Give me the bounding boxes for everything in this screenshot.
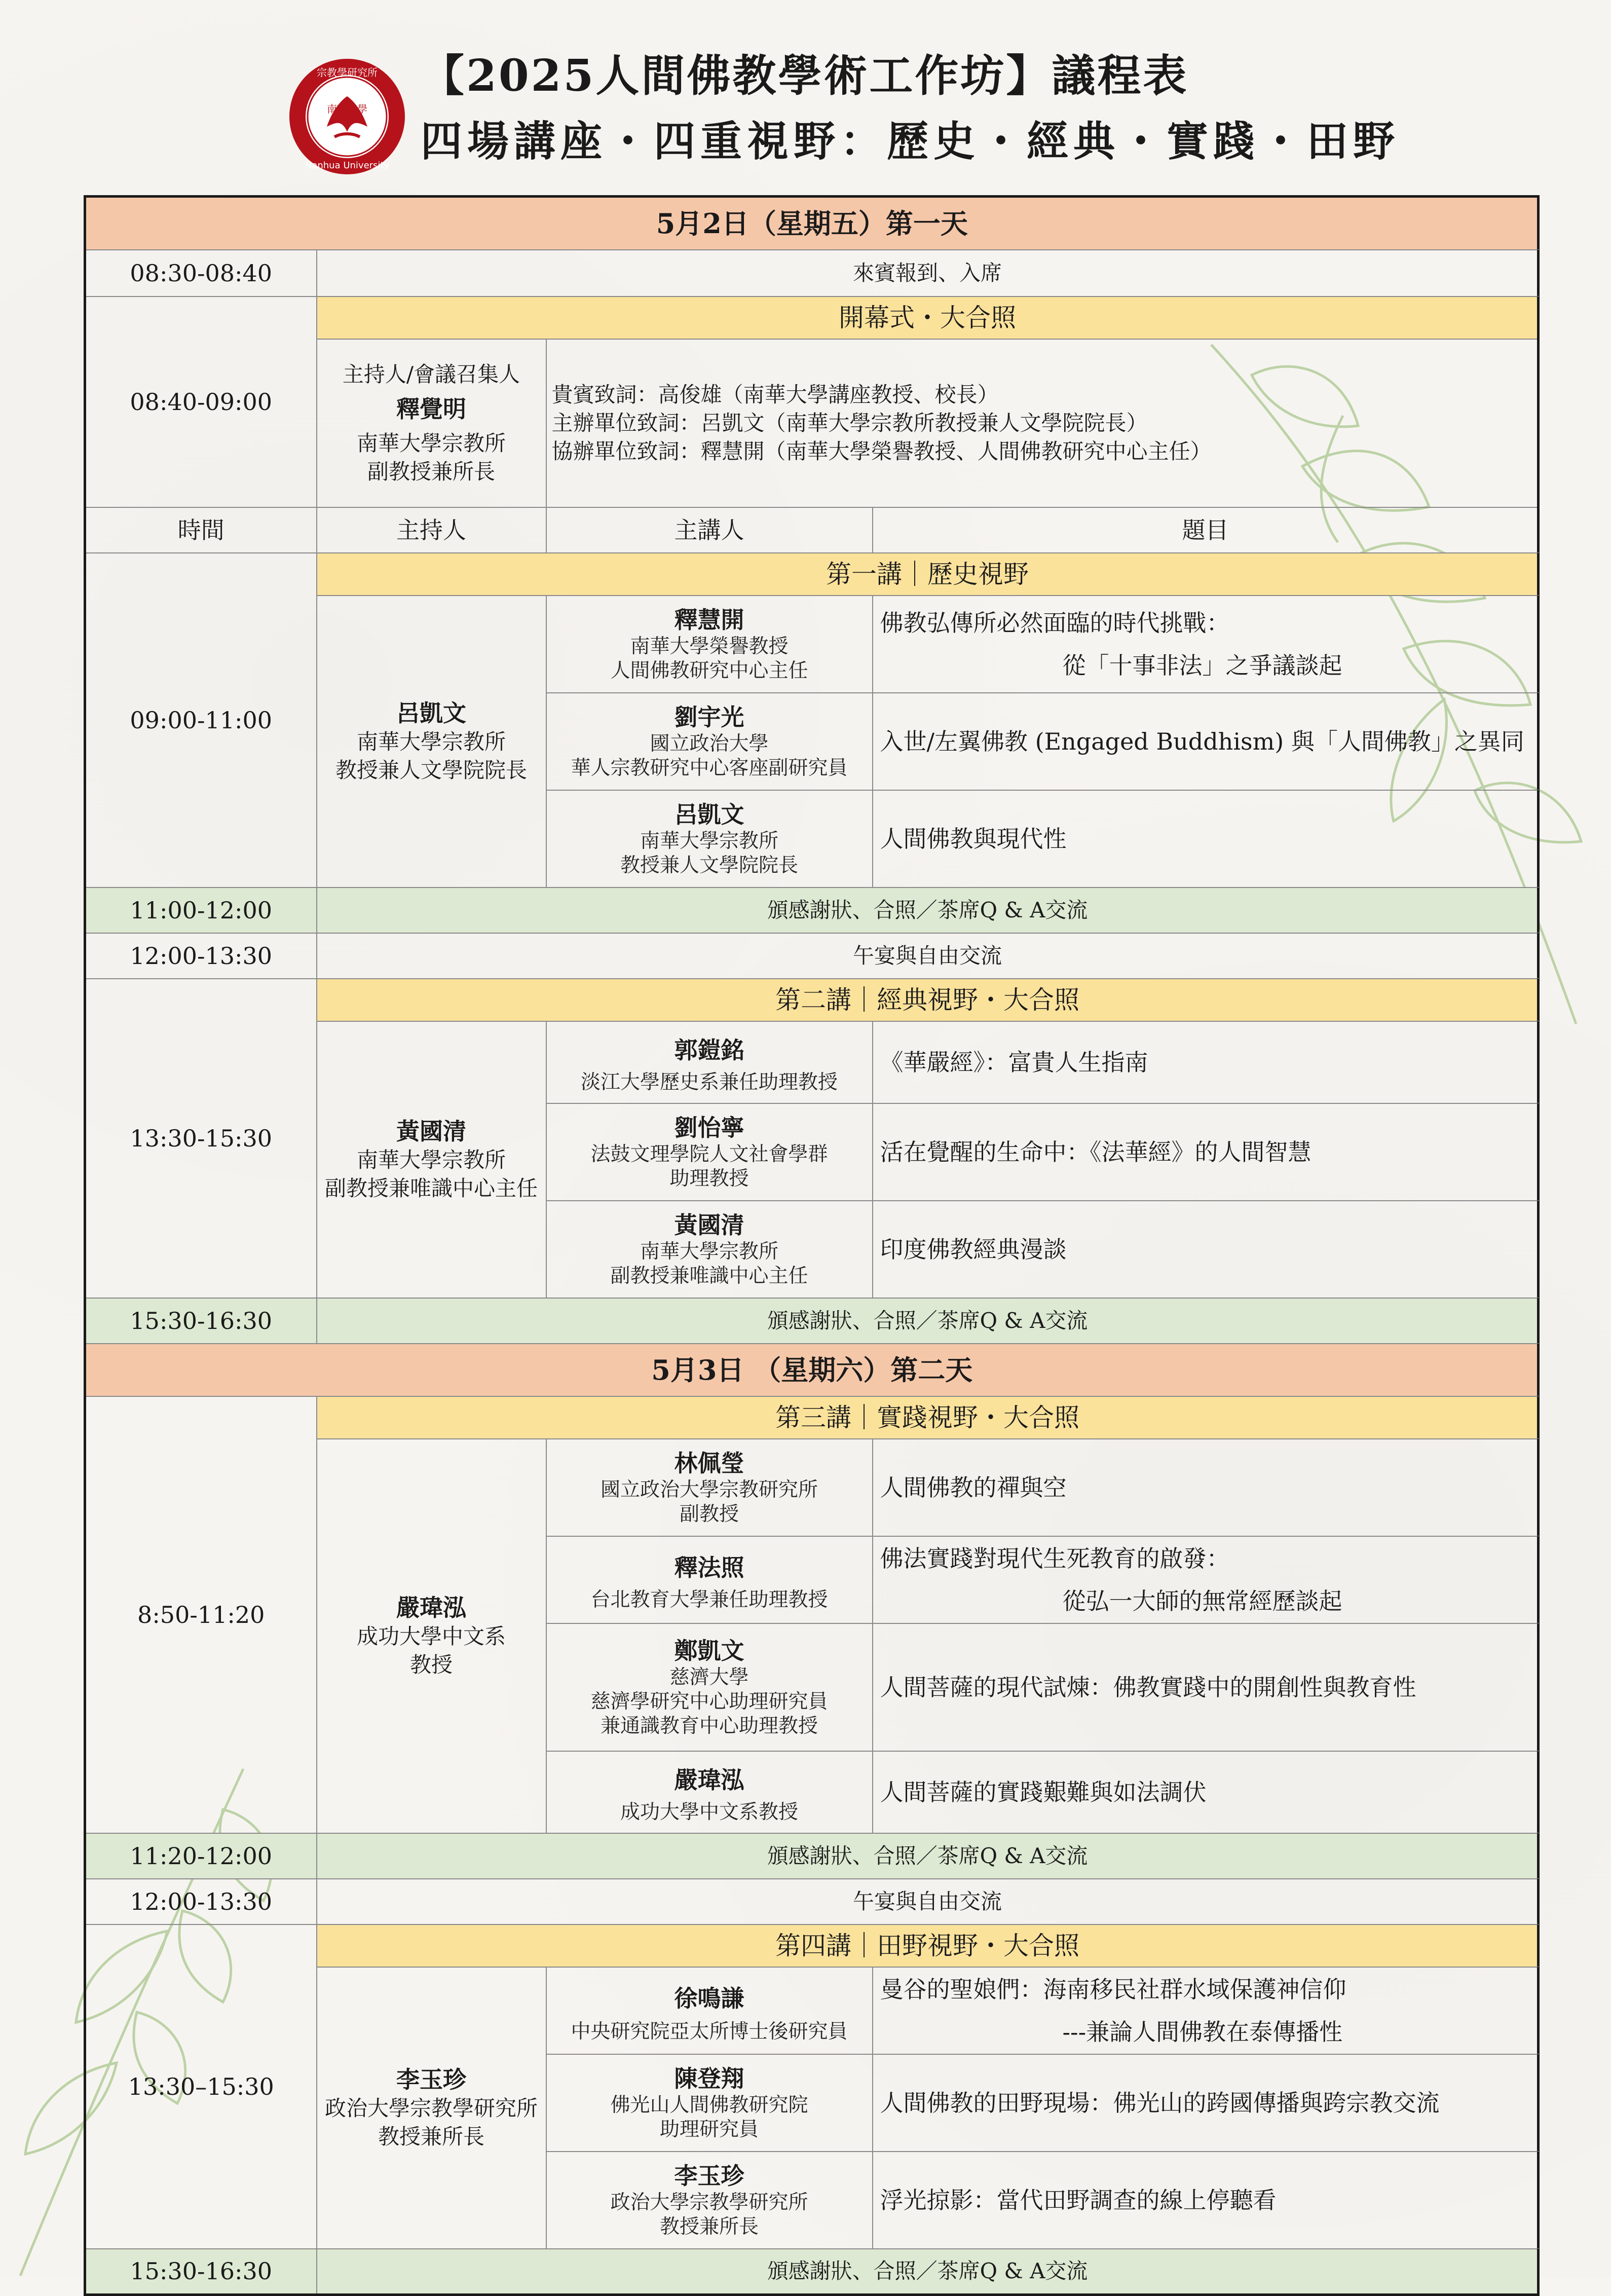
col-topic-header: 題目 [873, 507, 1539, 553]
column-header-row [85, 507, 1539, 553]
session3-host-name: 嚴瑋泓 [396, 1594, 466, 1621]
session2-host-aff1: 南華大學宗教所 [356, 1147, 506, 1172]
checkin-text: 來賓報到、入席 [317, 250, 1539, 297]
s2-speaker-3 [546, 1201, 873, 1298]
break4-time: 15:30-16:30 [85, 2249, 317, 2294]
s3-speaker-4 [546, 1751, 873, 1833]
speaker-name: 鄭凱文 [674, 1637, 744, 1664]
s3-topic-2 [873, 1536, 1539, 1623]
speaker-aff: 法鼓文理學院人文社會學群 [590, 1143, 828, 1166]
session4-title-row [85, 1924, 1539, 1967]
s3-speaker-2 [546, 1536, 873, 1623]
topic-line-2: 從「十事非法」之爭議談起 [1062, 652, 1342, 679]
s3-speaker-1 [546, 1439, 873, 1536]
s4-topic-1 [873, 1967, 1539, 2054]
break4-row [85, 2249, 1539, 2294]
break2-time: 15:30-16:30 [85, 1298, 317, 1344]
session3-title: 第三講｜實踐視野・大合照 [317, 1396, 1539, 1439]
lunch1-time: 12:00-13:30 [85, 933, 317, 979]
session2-title-row [85, 979, 1539, 1021]
speaker-aff: 人間佛教研究中心主任 [610, 659, 808, 682]
speaker-name: 林佩瑩 [674, 1450, 744, 1477]
lunch1-row [85, 933, 1539, 979]
logo-ring-bottom-text: Nanhua University [305, 160, 390, 171]
speaker-name: 徐鳴謙 [674, 1985, 744, 2012]
session1-title: 第一講｜歷史視野 [317, 553, 1539, 596]
topic-line: 佛法實踐對現代生死教育的啟發： [880, 1545, 1230, 1572]
s4-topic-2: 人間佛教的田野現場：佛光山的跨國傳播與跨宗教交流 [873, 2054, 1539, 2152]
session3-host [317, 1439, 546, 1833]
session2-time: 13:30-15:30 [85, 979, 317, 1298]
session2-host-name: 黃國清 [396, 1118, 466, 1145]
speaker-aff: 成功大學中文系教授 [620, 1801, 798, 1824]
s3-topic-1: 人間佛教的禪與空 [873, 1439, 1539, 1536]
day2-header-row [85, 1344, 1539, 1396]
break2-text: 頒感謝狀、合照／茶席Q & A交流 [317, 1298, 1539, 1344]
speaker-aff: 政治大學宗教學研究所 [610, 2191, 808, 2214]
session1-time: 09:00-11:00 [85, 553, 317, 887]
speaker-aff: 佛光山人間佛教研究院 [610, 2094, 808, 2117]
speaker-aff: 副教授 [679, 1503, 739, 1526]
session4-host-aff1: 政治大學宗教學研究所 [324, 2096, 538, 2121]
speaker-aff: 華人宗教研究中心客座副研究員 [571, 757, 848, 780]
page-header [421, 46, 1586, 174]
session4-host-name: 李玉珍 [396, 2066, 466, 2093]
session1-host-aff2: 教授兼人文學院院長 [335, 758, 527, 783]
checkin-row [85, 250, 1539, 297]
break3-row [85, 1833, 1539, 1879]
s1-speaker-3 [546, 790, 873, 887]
opening-host-aff2: 副教授兼所長 [367, 459, 495, 484]
session1-title-row [85, 553, 1539, 596]
opening-speech-3: 協辦單位致詞：釋慧開（南華大學榮譽教授、人間佛教研究中心主任） [551, 439, 1212, 464]
speaker-name: 嚴瑋泓 [674, 1766, 744, 1794]
s3-speaker-3 [546, 1623, 873, 1751]
page-subtitle: 四場講座・四重視野：歷史・經典・實踐・田野 [421, 117, 1400, 166]
s1-topic-1 [873, 596, 1539, 693]
speaker-aff: 南華大學榮譽教授 [630, 635, 789, 658]
col-host-header: 主持人 [317, 507, 546, 553]
opening-host-aff1: 南華大學宗教所 [356, 431, 506, 456]
day2-label: 5月3日 （星期六）第二天 [85, 1344, 1539, 1396]
page-title: 【2025人間佛教學術工作坊】議程表 [421, 50, 1189, 101]
s2-speaker-1 [546, 1021, 873, 1103]
speaker-aff: 台北教育大學兼任助理教授 [590, 1588, 828, 1611]
speaker-aff: 慈濟大學 [669, 1666, 749, 1689]
col-speaker-header: 主講人 [546, 507, 873, 553]
speaker-aff: 教授兼所長 [659, 2215, 759, 2238]
topic-line-2: 從弘一大師的無常經歷談起 [1062, 1587, 1342, 1615]
session4-host-aff2: 教授兼所長 [378, 2124, 484, 2149]
checkin-time: 08:30-08:40 [85, 250, 317, 297]
s3-topic-4: 人間菩薩的實踐艱難與如法調伏 [873, 1751, 1539, 1833]
speaker-aff: 南華大學宗教所 [640, 830, 778, 853]
s2-topic-2: 活在覺醒的生命中：《法華經》的人間智慧 [873, 1103, 1539, 1201]
speaker-name: 陳登翔 [674, 2065, 744, 2092]
speaker-name: 劉怡寧 [674, 1114, 744, 1141]
session1-host-aff1: 南華大學宗教所 [356, 729, 506, 754]
speaker-aff: 中央研究院亞太所博士後研究員 [571, 2020, 848, 2043]
s4-topic-3: 浮光掠影：當代田野調查的線上停聽看 [873, 2152, 1539, 2249]
speaker-aff: 淡江大學歷史系兼任助理教授 [580, 1071, 838, 1094]
opening-speech-1: 貴賓致詞：高俊雄（南華大學講座教授、校長） [551, 382, 999, 407]
session3-host-aff2: 教授 [409, 1652, 453, 1677]
logo-ring-top-text: 宗教學研究所 [317, 66, 378, 79]
session1-host [317, 596, 546, 887]
session4-host [317, 1967, 546, 2249]
opening-speech-2: 主辦單位致詞：呂凱文（南華大學宗教所教授兼人文學院院長） [551, 411, 1148, 435]
break3-text: 頒感謝狀、合照／茶席Q & A交流 [317, 1833, 1539, 1879]
break1-time: 11:00-12:00 [85, 887, 317, 933]
break3-time: 11:20-12:00 [85, 1833, 317, 1879]
opening-title: 開幕式・大合照 [317, 297, 1539, 339]
speaker-aff: 慈濟學研究中心助理研究員 [590, 1690, 828, 1713]
session2-host [317, 1021, 546, 1298]
s3-topic-3: 人間菩薩的現代試煉：佛教實踐中的開創性與教育性 [873, 1623, 1539, 1751]
session3-title-row [85, 1396, 1539, 1439]
s1-speaker-2 [546, 693, 873, 790]
topic-line: 佛教弘傳所必然面臨的時代挑戰： [880, 609, 1230, 637]
day1-header-row [85, 197, 1539, 250]
break2-row [85, 1298, 1539, 1344]
speaker-aff: 助理教授 [669, 1167, 749, 1190]
speaker-name: 李玉珍 [674, 2162, 744, 2190]
speaker-aff: 南華大學宗教所 [640, 1240, 778, 1263]
opening-host-role: 主持人/會議召集人 [342, 362, 520, 387]
nanhua-university-logo [286, 56, 408, 177]
lunch2-row [85, 1879, 1539, 1924]
lunch1-text: 午宴與自由交流 [317, 933, 1539, 979]
speaker-aff: 國立政治大學 [650, 732, 769, 755]
s2-topic-3: 印度佛教經典漫談 [873, 1201, 1539, 1298]
speaker-aff: 兼通識教育中心助理教授 [600, 1715, 818, 1737]
topic-line: 曼谷的聖娘們：海南移民社群水域保護神信仰 [880, 1976, 1346, 2003]
day1-label: 5月2日（星期五）第一天 [85, 197, 1539, 250]
s1-speaker-1 [546, 596, 873, 693]
topic-line-2: ---兼論人間佛教在泰傳播性 [1062, 2018, 1343, 2046]
agenda-table [84, 195, 1540, 2296]
lunch2-time: 12:00-13:30 [85, 1879, 317, 1924]
speaker-aff: 國立政治大學宗教研究所 [600, 1478, 818, 1501]
s1-topic-3: 人間佛教與現代性 [873, 790, 1539, 887]
s4-speaker-2 [546, 2054, 873, 2152]
speaker-name: 郭鎧銘 [674, 1036, 744, 1064]
col-time-header: 時間 [85, 507, 317, 553]
break1-text: 頒感謝狀、合照／茶席Q & A交流 [317, 887, 1539, 933]
s2-speaker-2 [546, 1103, 873, 1201]
speaker-name: 呂凱文 [674, 801, 744, 828]
session4-time: 13:30–15:30 [85, 1924, 317, 2249]
speaker-name: 劉宇光 [674, 703, 744, 731]
opening-host-name: 釋覺明 [396, 395, 466, 423]
s4-speaker-3 [546, 2152, 873, 2249]
logo-center-text: 南華大學 [327, 103, 367, 115]
opening-host [317, 339, 546, 507]
speaker-name: 黃國清 [674, 1211, 744, 1239]
speaker-aff: 教授兼人文學院院長 [620, 854, 798, 877]
speaker-aff: 副教授兼唯識中心主任 [610, 1265, 808, 1287]
session4-title: 第四講｜田野視野・大合照 [317, 1924, 1539, 1967]
opening-title-row [85, 297, 1539, 339]
session2-title: 第二講｜經典視野・大合照 [317, 979, 1539, 1021]
session1-host-name: 呂凱文 [396, 699, 466, 727]
speaker-name: 釋慧開 [674, 606, 744, 634]
break4-text: 頒感謝狀、合照／茶席Q & A交流 [317, 2249, 1539, 2294]
break1-row [85, 887, 1539, 933]
session3-host-aff1: 成功大學中文系 [356, 1624, 506, 1649]
s1-topic-2: 入世/左翼佛教 (Engaged Buddhism) 與「人間佛教」之異同 [873, 693, 1539, 790]
speaker-name: 釋法照 [674, 1554, 744, 1581]
lunch2-text: 午宴與自由交流 [317, 1879, 1539, 1924]
s4-speaker-1 [546, 1967, 873, 2054]
opening-time: 08:40-09:00 [85, 297, 317, 507]
s2-topic-1: 《華嚴經》：富貴人生指南 [873, 1021, 1539, 1103]
speaker-aff: 助理研究員 [659, 2118, 759, 2141]
session2-host-aff2: 副教授兼唯識中心主任 [324, 1176, 538, 1201]
session3-time: 8:50-11:20 [85, 1396, 317, 1833]
opening-speeches [546, 339, 1539, 507]
